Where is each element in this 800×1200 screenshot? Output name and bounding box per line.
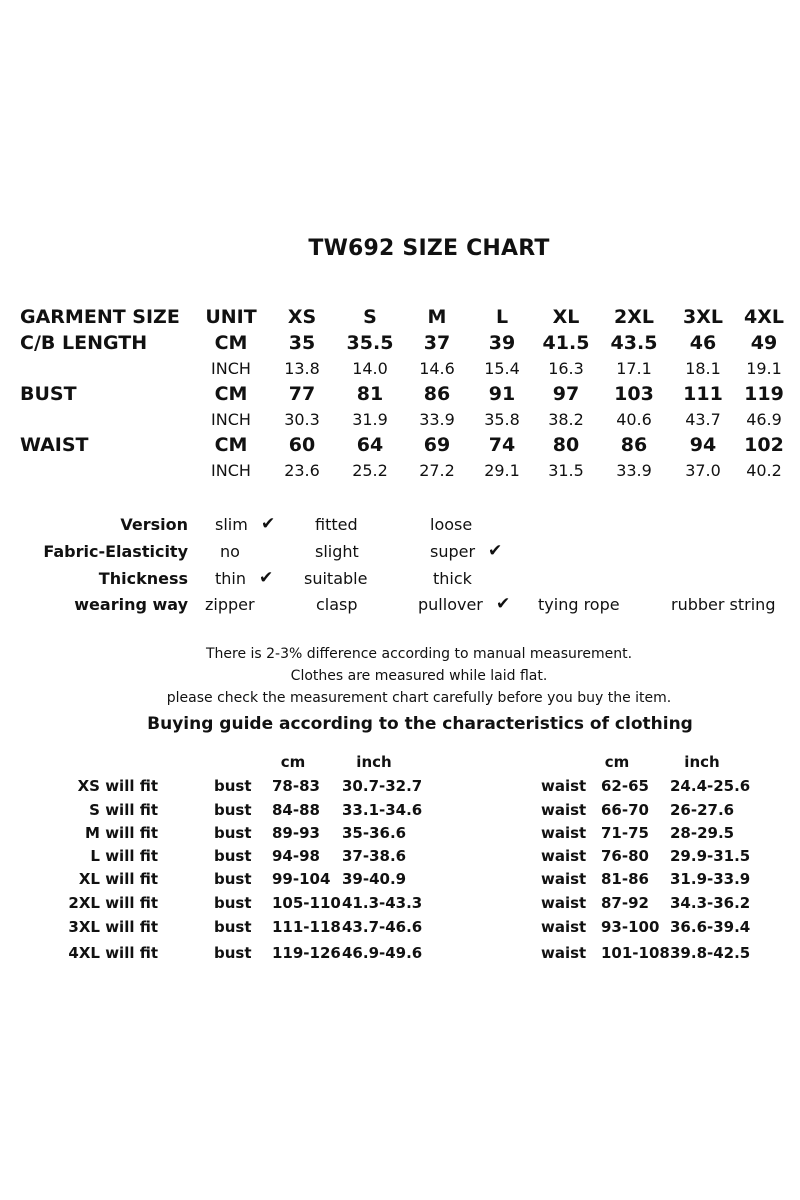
cm-value: 91	[488, 383, 516, 405]
cm-value: 60	[288, 434, 316, 456]
waist-label: waist	[541, 894, 587, 912]
characteristic-label: wearing way	[74, 595, 188, 614]
unit-inch: INCH	[211, 359, 251, 378]
inch-value: 25.2	[352, 461, 388, 480]
bust-label: bust	[214, 824, 252, 842]
bust-cm-range: 89-93	[272, 824, 320, 842]
inch-value: 33.9	[616, 461, 652, 480]
buying-guide-title: Buying guide according to the characteristics of clothing	[147, 714, 693, 734]
unit-inch: INCH	[211, 410, 251, 429]
characteristic-option: thin	[215, 569, 246, 588]
unit-cm: CM	[214, 434, 248, 456]
inch-value: 35.8	[484, 410, 520, 429]
bust-inch-range: 33.1-34.6	[342, 801, 423, 819]
waist-cm-range: 76-80	[601, 847, 649, 865]
waist-cm-range: 66-70	[601, 801, 649, 819]
waist-label: waist	[541, 870, 587, 888]
check-icon: ✔	[259, 568, 274, 588]
cm-value: 94	[689, 434, 717, 456]
size-header: 4XL	[744, 306, 784, 328]
size-header: XS	[287, 306, 317, 328]
waist-cm-range: 81-86	[601, 870, 649, 888]
waist-inch-range: 29.9-31.5	[670, 847, 751, 865]
cm-value: 102	[744, 434, 784, 456]
note-line: please check the measurement chart carefully before you buy the item.	[166, 690, 672, 706]
waist-label: waist	[541, 801, 587, 819]
cm-value: 111	[683, 383, 723, 405]
fit-label: 2XL will fit	[68, 894, 158, 912]
waist-inch-range: 36.6-39.4	[670, 918, 751, 936]
waist-cm-range: 101-108	[601, 944, 670, 962]
characteristic-option: clasp	[316, 595, 358, 614]
cm-value: 49	[750, 332, 778, 354]
bust-cm-range: 111-118	[272, 918, 341, 936]
waist-cm-range: 87-92	[601, 894, 649, 912]
fit-label: 3XL will fit	[68, 918, 158, 936]
inch-value: 29.1	[484, 461, 520, 480]
measurement-label: C/B LENGTH	[20, 332, 148, 354]
cm-value: 43.5	[610, 332, 658, 354]
bust-label: bust	[214, 918, 252, 936]
inch-value: 33.9	[419, 410, 455, 429]
bust-inch-range: 41.3-43.3	[342, 894, 423, 912]
cm-value: 39	[488, 332, 516, 354]
inch-value: 30.3	[284, 410, 320, 429]
waist-label: waist	[541, 777, 587, 795]
unit-inch: INCH	[211, 461, 251, 480]
size-header: XL	[552, 306, 580, 328]
characteristic-label: Fabric-Elasticity	[43, 542, 188, 561]
guide-waist-cm-header: cm	[604, 753, 630, 771]
inch-value: 17.1	[616, 359, 652, 378]
inch-value: 14.0	[352, 359, 388, 378]
inch-value: 15.4	[484, 359, 520, 378]
bust-label: bust	[214, 870, 252, 888]
cm-value: 119	[744, 383, 784, 405]
bust-cm-range: 99-104	[272, 870, 331, 888]
size-header: 3XL	[683, 306, 723, 328]
fit-label: L will fit	[90, 847, 158, 865]
inch-value: 31.5	[548, 461, 584, 480]
waist-inch-range: 39.8-42.5	[670, 944, 751, 962]
waist-cm-range: 93-100	[601, 918, 660, 936]
characteristic-option: fitted	[315, 515, 358, 534]
characteristic-option: loose	[430, 515, 473, 534]
cm-value: 103	[614, 383, 654, 405]
guide-waist-inch-header: inch	[684, 753, 720, 771]
bust-inch-range: 43.7-46.6	[342, 918, 423, 936]
inch-value: 16.3	[548, 359, 584, 378]
bust-inch-range: 30.7-32.7	[342, 777, 423, 795]
inch-value: 43.7	[685, 410, 721, 429]
cm-value: 80	[552, 434, 580, 456]
measurement-label: BUST	[20, 383, 77, 405]
inch-value: 38.2	[548, 410, 584, 429]
bust-label: bust	[214, 801, 252, 819]
cm-value: 77	[288, 383, 316, 405]
waist-cm-range: 62-65	[601, 777, 649, 795]
size-header: S	[363, 306, 377, 328]
inch-value: 31.9	[352, 410, 388, 429]
bust-label: bust	[214, 944, 252, 962]
cm-value: 74	[488, 434, 516, 456]
bust-inch-range: 37-38.6	[342, 847, 407, 865]
measurement-label: WAIST	[20, 434, 89, 456]
fit-label: M will fit	[85, 824, 158, 842]
inch-value: 13.8	[284, 359, 320, 378]
waist-cm-range: 71-75	[601, 824, 649, 842]
waist-inch-range: 28-29.5	[670, 824, 735, 842]
fit-label: XS will fit	[77, 777, 158, 795]
cm-value: 41.5	[542, 332, 590, 354]
bust-label: bust	[214, 847, 252, 865]
check-icon: ✔	[261, 514, 276, 534]
characteristic-option: suitable	[304, 569, 368, 588]
waist-inch-range: 24.4-25.6	[670, 777, 751, 795]
characteristic-option: pullover	[418, 595, 483, 614]
cm-value: 86	[423, 383, 451, 405]
inch-value: 37.0	[685, 461, 721, 480]
fit-label: S will fit	[89, 801, 158, 819]
garment-size-header: GARMENT SIZE	[20, 306, 180, 328]
cm-value: 64	[356, 434, 384, 456]
cm-value: 81	[356, 383, 384, 405]
size-header: L	[495, 306, 509, 328]
bust-inch-range: 46.9-49.6	[342, 944, 423, 962]
waist-label: waist	[541, 918, 587, 936]
size-header: M	[427, 306, 447, 328]
size-header: 2XL	[614, 306, 654, 328]
waist-label: waist	[541, 824, 587, 842]
characteristic-option: thick	[433, 569, 472, 588]
bust-cm-range: 119-126	[272, 944, 341, 962]
bust-label: bust	[214, 894, 252, 912]
chart-title: TW692 SIZE CHART	[308, 236, 550, 261]
unit-cm: CM	[214, 383, 248, 405]
fit-label: 4XL will fit	[68, 944, 158, 962]
cm-value: 35.5	[346, 332, 394, 354]
unit-cm: CM	[214, 332, 248, 354]
characteristic-label: Thickness	[98, 569, 188, 588]
note-line: There is 2-3% difference according to manual measurement.	[205, 646, 633, 662]
cm-value: 37	[423, 332, 451, 354]
inch-value: 14.6	[419, 359, 455, 378]
inch-value: 40.6	[616, 410, 652, 429]
inch-value: 18.1	[685, 359, 721, 378]
inch-value: 23.6	[284, 461, 320, 480]
characteristic-option: super	[430, 542, 476, 561]
bust-cm-range: 78-83	[272, 777, 320, 795]
characteristic-option: slim	[215, 515, 248, 534]
characteristic-option: slight	[315, 542, 359, 561]
fit-label: XL will fit	[78, 870, 158, 888]
guide-bust-cm-header: cm	[280, 753, 306, 771]
check-icon: ✔	[488, 541, 503, 561]
inch-value: 46.9	[746, 410, 782, 429]
check-icon: ✔	[496, 594, 511, 614]
unit-header: UNIT	[205, 306, 257, 328]
inch-value: 19.1	[746, 359, 782, 378]
cm-value: 86	[620, 434, 648, 456]
cm-value: 35	[288, 332, 316, 354]
bust-inch-range: 35-36.6	[342, 824, 407, 842]
inch-value: 27.2	[419, 461, 455, 480]
note-line: Clothes are measured while laid flat.	[290, 668, 548, 684]
cm-value: 97	[552, 383, 580, 405]
bust-cm-range: 105-110	[272, 894, 341, 912]
bust-cm-range: 84-88	[272, 801, 320, 819]
cm-value: 69	[423, 434, 451, 456]
characteristic-option: rubber string	[671, 595, 776, 614]
waist-inch-range: 31.9-33.9	[670, 870, 751, 888]
guide-bust-inch-header: inch	[356, 753, 392, 771]
characteristic-option: no	[220, 542, 240, 561]
waist-label: waist	[541, 944, 587, 962]
characteristic-option: zipper	[205, 595, 255, 614]
waist-label: waist	[541, 847, 587, 865]
bust-cm-range: 94-98	[272, 847, 320, 865]
inch-value: 40.2	[746, 461, 782, 480]
waist-inch-range: 26-27.6	[670, 801, 735, 819]
cm-value: 46	[689, 332, 717, 354]
characteristic-option: tying rope	[538, 595, 620, 614]
characteristic-label: Version	[120, 515, 188, 534]
bust-label: bust	[214, 777, 252, 795]
bust-inch-range: 39-40.9	[342, 870, 407, 888]
waist-inch-range: 34.3-36.2	[670, 894, 751, 912]
